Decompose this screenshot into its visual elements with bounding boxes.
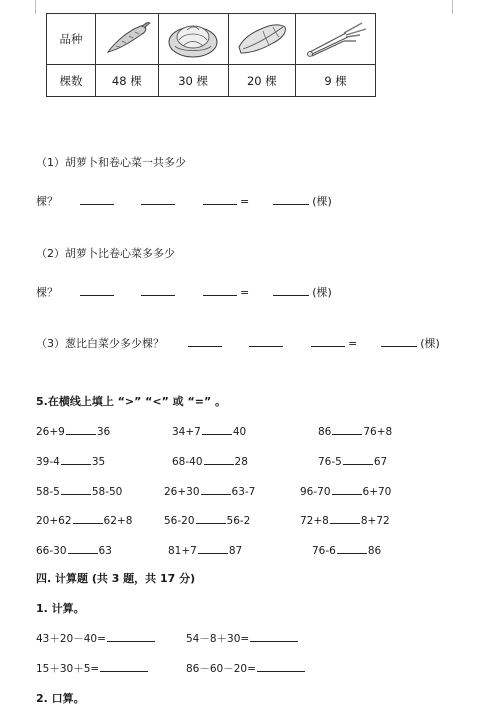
compare-item: 68-40 28 <box>172 453 248 468</box>
calc-blank[interactable] <box>107 630 155 642</box>
compare-item: 81+7 87 <box>168 542 242 557</box>
calc-item: 86－60－20= <box>186 660 306 676</box>
compare-blank[interactable] <box>337 542 367 554</box>
compare-blank[interactable] <box>343 453 373 465</box>
question-3-line <box>36 335 440 351</box>
compare-item: 76-6 86 <box>312 542 381 557</box>
scallion-icon <box>304 19 368 59</box>
question-1-answer-line <box>36 193 332 209</box>
chinese-cabbage-cell <box>228 14 296 65</box>
compare-blank[interactable] <box>66 423 96 435</box>
answer-blank[interactable] <box>141 193 175 205</box>
compare-blank[interactable] <box>330 512 360 524</box>
question-2-answer-line <box>36 284 332 300</box>
answer-blank[interactable] <box>141 284 175 296</box>
compare-item: 26+9 36 <box>36 423 110 438</box>
calc-blank[interactable] <box>100 660 148 672</box>
table-row-kind <box>47 14 376 65</box>
compare-item: 39-4 35 <box>36 453 105 468</box>
compare-item: 76-5 67 <box>318 453 387 468</box>
compare-item: 58-5 58-50 <box>36 483 122 498</box>
vegetable-table <box>46 13 376 97</box>
compare-blank[interactable] <box>332 483 362 495</box>
answer-blank[interactable] <box>80 284 114 296</box>
calc-heading: 1. 计算。 <box>36 602 85 615</box>
cabbage-icon <box>165 18 221 60</box>
answer-blank[interactable] <box>249 335 283 347</box>
compare-blank[interactable] <box>196 512 226 524</box>
calc-item: 15＋30＋5= <box>36 660 149 676</box>
scallion-count: 9 棵 <box>296 65 376 97</box>
compare-blank[interactable] <box>332 423 362 435</box>
section-4-heading: 四. 计算题 (共 3 题，共 17 分) <box>36 572 196 585</box>
crop-mark-left <box>35 0 36 14</box>
calc-blank[interactable] <box>250 630 298 642</box>
compare-blank[interactable] <box>201 483 231 495</box>
compare-blank[interactable] <box>61 453 91 465</box>
compare-item: 34+7 40 <box>172 423 246 438</box>
carrot-count: 48 棵 <box>96 65 159 97</box>
answer-blank[interactable] <box>80 193 114 205</box>
answer-blank[interactable] <box>381 335 417 347</box>
row-label-count: 棵数 <box>47 65 96 97</box>
compare-blank[interactable] <box>198 542 228 554</box>
crop-mark-right <box>452 0 453 14</box>
compare-blank[interactable] <box>61 483 91 495</box>
compare-item: 66-30 63 <box>36 542 112 557</box>
answer-blank[interactable] <box>203 193 237 205</box>
compare-item: 26+30 63-7 <box>164 483 255 498</box>
question-1-prompt: （1）胡萝卜和卷心菜一共多少 <box>36 156 186 169</box>
question-1-prefix: 棵？ <box>36 195 58 208</box>
equals-sign: = <box>240 195 250 208</box>
carrot-cell <box>96 14 159 65</box>
table-row-count <box>47 65 376 97</box>
compare-blank[interactable] <box>202 423 232 435</box>
answer-blank[interactable] <box>273 193 309 205</box>
question-2-prefix: 棵？ <box>36 286 58 299</box>
equals-sign: = <box>240 286 250 299</box>
compare-blank[interactable] <box>68 542 98 554</box>
compare-item: 72+8 8+72 <box>300 512 390 527</box>
compare-item: 56-20 56-2 <box>164 512 250 527</box>
question-3-prompt: （3）葱比白菜少多少棵？ <box>36 337 164 350</box>
chinese-cabbage-icon <box>235 19 289 59</box>
unit-label: (棵) <box>312 286 332 299</box>
compare-blank[interactable] <box>73 512 103 524</box>
carrot-icon <box>102 19 152 59</box>
calc-item: 43＋20－40= <box>36 630 156 646</box>
compare-item: 86 76+8 <box>318 423 392 438</box>
calc-item: 54－8＋30= <box>186 630 299 646</box>
scallion-cell <box>296 14 376 65</box>
answer-blank[interactable] <box>203 284 237 296</box>
equals-sign: = <box>348 337 358 350</box>
question-2-prompt: （2）胡萝卜比卷心菜多多少 <box>36 247 175 260</box>
row-label-kind: 品种 <box>47 14 96 65</box>
compare-item: 96-70 6+70 <box>300 483 391 498</box>
calc-blank[interactable] <box>257 660 305 672</box>
chinese-cabbage-count: 20 棵 <box>228 65 296 97</box>
unit-label: (棵) <box>312 195 332 208</box>
section-5-heading: 5.在横线上填上 “>” “<” 或 “=” 。 <box>36 395 227 408</box>
cabbage-cell <box>158 14 228 65</box>
compare-blank[interactable] <box>204 453 234 465</box>
answer-blank[interactable] <box>311 335 345 347</box>
mental-math-heading: 2. 口算。 <box>36 692 85 705</box>
answer-blank[interactable] <box>273 284 309 296</box>
unit-label: (棵) <box>420 337 440 350</box>
cabbage-count: 30 棵 <box>158 65 228 97</box>
answer-blank[interactable] <box>188 335 222 347</box>
compare-item: 20+62 62+8 <box>36 512 132 527</box>
